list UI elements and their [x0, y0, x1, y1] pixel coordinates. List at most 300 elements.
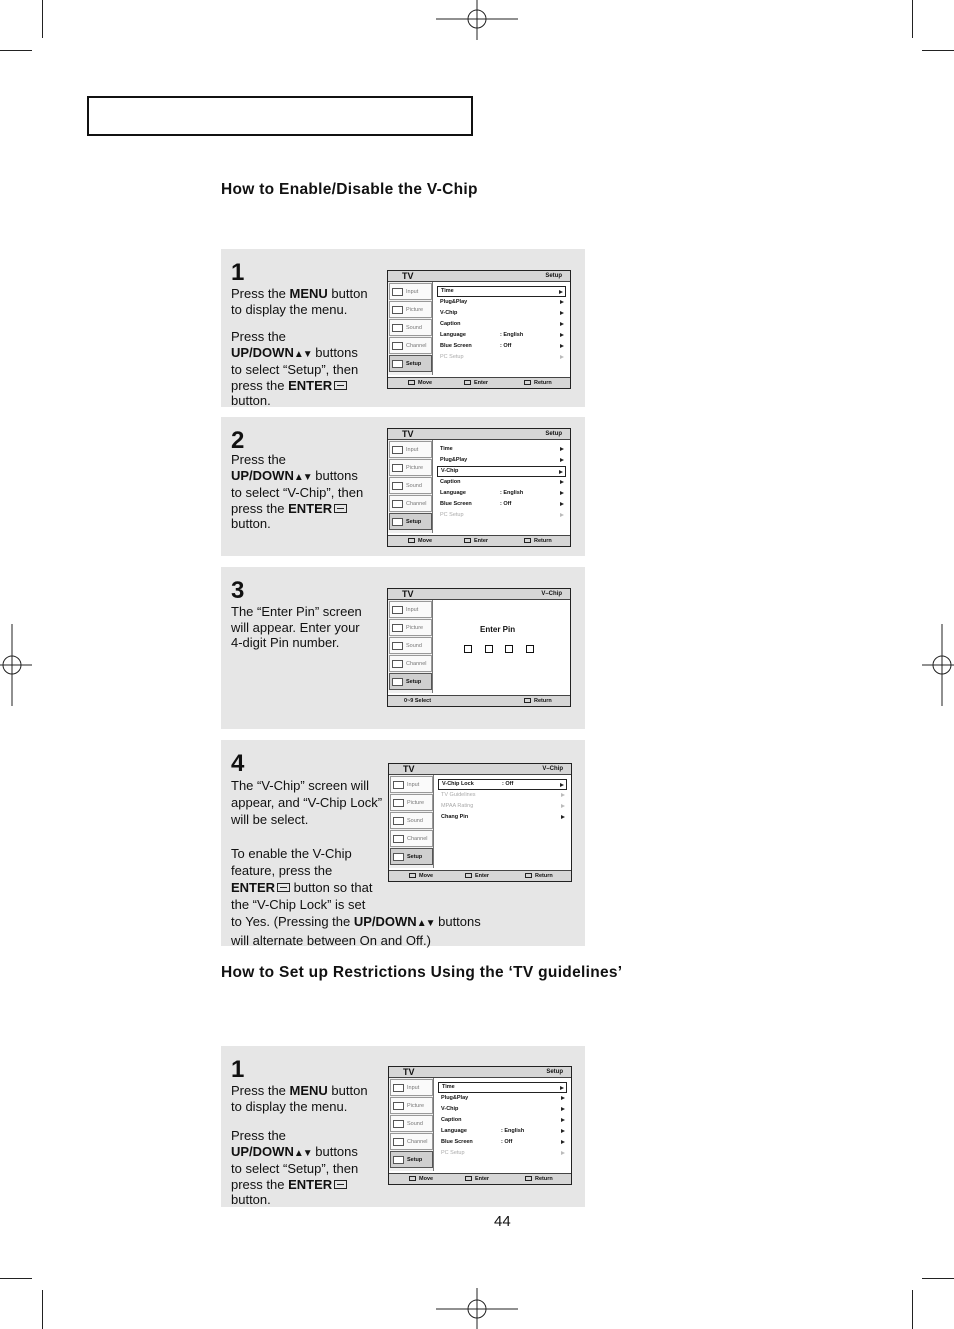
tv-menu-sidebar [389, 775, 434, 868]
sidebar-item-picture [389, 619, 432, 636]
footer-enter [464, 378, 488, 388]
menu-item-label: Language [441, 1128, 467, 1134]
menu-item-label: Language [440, 490, 466, 496]
pin-digit-box [505, 645, 513, 653]
step-number: 1 [231, 1056, 245, 1083]
sidebar-item-channel [390, 1133, 433, 1150]
footer-return [524, 536, 552, 546]
menu-item-language [437, 330, 566, 341]
updown-key-label: UP/DOWN [231, 1143, 294, 1159]
enter-icon [277, 883, 290, 892]
text: Press the [231, 1083, 290, 1098]
return-icon [524, 698, 531, 703]
sidebar-item-label: Picture [407, 1103, 425, 1109]
arrow-right-icon [560, 513, 564, 517]
input-icon [393, 781, 404, 789]
menu-item-time [437, 286, 566, 297]
text: Press the [231, 452, 286, 467]
arrow-right-icon [560, 311, 564, 315]
sidebar-item-channel [389, 337, 432, 354]
sidebar-item-picture [390, 1097, 433, 1114]
step-3-panel [221, 567, 585, 729]
footer-label: Enter [474, 380, 489, 386]
sidebar-item-label: Setup [407, 854, 423, 860]
text: will appear. Enter your [231, 619, 360, 635]
menu-item-label: Language [440, 332, 466, 338]
crop-mark [922, 1278, 954, 1279]
registration-mark-bottom [436, 1288, 518, 1329]
arrow-right-icon [561, 1107, 565, 1111]
menu-item-time [438, 1082, 567, 1093]
menu-item-vchip-lock [438, 779, 567, 790]
sidebar-item-label: Setup [406, 361, 422, 367]
menu-section-title: Setup [546, 1069, 563, 1075]
antenna-icon [392, 342, 403, 350]
section-title-tv-guidelines: How to Set up Restrictions Using the ‘TV guidelines’ [221, 964, 623, 981]
speaker-icon [392, 324, 403, 332]
menu-item-pc-setup [437, 510, 566, 521]
menu-item-value: : Off [502, 781, 514, 787]
arrow-right-icon [561, 793, 565, 797]
sidebar-item-input [390, 1079, 433, 1096]
arrow-right-icon [560, 344, 564, 348]
footer-label: Move [419, 1176, 434, 1182]
sidebar-item-picture [389, 459, 432, 476]
vchip-menu-list [438, 779, 567, 823]
updown-key-label: UP/DOWN [353, 914, 417, 929]
footer-return [524, 378, 552, 388]
tv-label: TV [402, 271, 414, 281]
updown-key-label: UP/DOWN [231, 344, 294, 360]
sidebar-item-setup [389, 355, 432, 372]
tv-label: TV [402, 589, 414, 599]
sidebar-item-picture [390, 794, 433, 811]
enter-key-label: ENTER [288, 1176, 333, 1192]
step-1-panel-guidelines [221, 1046, 585, 1207]
footer-label: Enter [474, 538, 489, 544]
tv-menu-sidebar [389, 1078, 434, 1171]
sidebar-item-label: Sound [407, 1121, 423, 1127]
setup-menu-list [437, 444, 566, 521]
sidebar-item-sound [390, 812, 433, 829]
text: button. [231, 1192, 271, 1207]
footer-label: Return [534, 538, 552, 544]
tv-menu-footer [388, 377, 570, 388]
text: press the [231, 500, 289, 516]
menu-item-value: : Off [500, 501, 512, 507]
pin-digit-box [526, 645, 534, 653]
enter-key-label: ENTER [288, 500, 333, 516]
step-number: 1 [231, 259, 245, 286]
arrow-right-icon [561, 1151, 565, 1155]
menu-item-label: Caption [440, 479, 461, 485]
menu-section-title: V–Chip [542, 766, 563, 772]
step-instructions [231, 1083, 381, 1208]
sidebar-item-input [390, 776, 433, 793]
registration-mark-top [436, 0, 518, 40]
menu-item-caption [438, 1115, 567, 1126]
menu-item-caption [437, 477, 566, 488]
menu-item-label: V-Chip Lock [442, 781, 474, 787]
step-instructions [231, 452, 381, 532]
footer-label: Move [419, 873, 434, 879]
footer-label: Return [535, 1176, 553, 1182]
menu-item-plug-and-play [438, 1093, 567, 1104]
menu-item-label: PC Setup [440, 512, 464, 518]
arrow-right-icon [560, 1086, 564, 1090]
sidebar-item-setup [389, 673, 432, 690]
footer-label: Enter [475, 873, 490, 879]
setup-icon [393, 853, 404, 861]
return-icon [524, 380, 531, 385]
tv-menu-header [388, 429, 570, 440]
text: to select “Setup”, then [231, 362, 359, 377]
text: 4-digit Pin number. [231, 635, 340, 650]
menu-item-vchip [438, 1104, 567, 1115]
enter-key-label: ENTER [288, 377, 333, 393]
setup-icon [392, 678, 403, 686]
menu-item-label: Caption [441, 1117, 462, 1123]
enter-icon [464, 380, 471, 385]
arrow-right-icon [561, 1096, 565, 1100]
text: buttons [311, 467, 358, 483]
arrow-right-icon [561, 815, 565, 819]
sidebar-item-label: Setup [406, 679, 422, 685]
menu-item-blue-screen [437, 499, 566, 510]
menu-key-label: MENU [289, 1083, 328, 1098]
menu-item-caption [437, 319, 566, 330]
crop-mark [0, 1278, 32, 1279]
tv-menu-screen [387, 428, 571, 547]
return-icon [525, 1176, 532, 1181]
enter-icon [465, 1176, 472, 1181]
menu-item-plug-and-play [437, 297, 566, 308]
crop-mark [912, 0, 913, 38]
menu-item-value: : English [501, 1128, 525, 1134]
setup-icon [392, 360, 403, 368]
picture-icon [392, 624, 403, 632]
input-icon [392, 446, 403, 454]
picture-icon [392, 306, 403, 314]
footer-label: Return [535, 873, 553, 879]
arrow-right-icon [561, 1129, 565, 1133]
menu-item-language [437, 488, 566, 499]
speaker-icon [392, 642, 403, 650]
text: to display the menu. [231, 301, 348, 317]
tv-label: TV [403, 1067, 415, 1077]
sidebar-item-input [389, 601, 432, 618]
menu-item-value: : Off [500, 343, 512, 349]
menu-item-label: Time [441, 288, 454, 294]
step-1-panel [221, 249, 585, 407]
updown-key-label: UP/DOWN [231, 467, 294, 483]
text: appear, and “V-Chip Lock” [231, 795, 383, 810]
updown-arrows-icon: ▲▼ [293, 1147, 312, 1159]
speaker-icon [393, 1120, 404, 1128]
tv-menu-footer [388, 535, 570, 546]
tv-menu-header [388, 271, 570, 282]
text: button [327, 1083, 368, 1098]
footer-move [409, 1174, 433, 1184]
sidebar-item-channel [389, 495, 432, 512]
footer-return [525, 1174, 553, 1184]
tv-vchip-screen [388, 763, 572, 882]
arrow-right-icon [560, 447, 564, 451]
text: to display the menu. [231, 1098, 348, 1114]
sidebar-item-sound [390, 1115, 433, 1132]
updown-arrows-icon: ▲▼ [416, 918, 435, 929]
footer-move [408, 378, 432, 388]
arrow-right-icon [560, 333, 564, 337]
menu-item-label: Plug&Play [440, 299, 468, 305]
step-number: 3 [231, 577, 245, 604]
menu-item-value: : English [500, 490, 524, 496]
sidebar-item-picture [389, 301, 432, 318]
tv-menu-sidebar [388, 440, 433, 533]
sidebar-item-label: Input [406, 447, 419, 453]
text: press the [231, 377, 289, 393]
menu-item-time [437, 444, 566, 455]
text: will alternate between On and Off.) [231, 933, 431, 948]
text: button. [231, 516, 271, 531]
menu-key-label: MENU [289, 286, 328, 301]
sidebar-item-label: Picture [406, 307, 424, 313]
text: button so that [290, 880, 373, 895]
menu-item-label: Time [440, 446, 453, 452]
setup-menu-list [438, 1082, 567, 1159]
speaker-icon [392, 482, 403, 490]
footer-enter [464, 536, 488, 546]
sidebar-item-label: Input [406, 289, 419, 295]
tv-menu-header [388, 589, 570, 600]
sidebar-item-label: Input [407, 782, 420, 788]
arrow-right-icon [560, 480, 564, 484]
header-title-box [87, 96, 473, 136]
enter-icon [334, 1180, 347, 1189]
sidebar-item-label: Setup [407, 1157, 423, 1163]
sidebar-item-label: Channel [406, 343, 427, 349]
sidebar-item-label: Picture [406, 465, 424, 471]
antenna-icon [393, 1138, 404, 1146]
tv-label: TV [402, 429, 414, 439]
arrow-right-icon [561, 804, 565, 808]
sidebar-item-input [389, 441, 432, 458]
arrow-right-icon [560, 300, 564, 304]
tv-menu-header [389, 764, 571, 775]
return-icon [525, 873, 532, 878]
move-icon [409, 1176, 416, 1181]
sidebar-item-channel [389, 655, 432, 672]
text: to select “V-Chip”, then [231, 485, 364, 500]
menu-item-label: Plug&Play [441, 1095, 469, 1101]
crop-mark [912, 1290, 913, 1329]
text: will be select. [231, 812, 309, 827]
sidebar-item-label: Channel [407, 836, 428, 842]
step-2-panel [221, 417, 585, 556]
sidebar-item-label: Sound [407, 818, 423, 824]
sidebar-item-label: Setup [406, 519, 422, 525]
tv-label: TV [403, 764, 415, 774]
input-icon [393, 1084, 404, 1092]
sidebar-item-label: Input [406, 607, 419, 613]
sidebar-item-label: Picture [406, 625, 424, 631]
step-instructions [231, 286, 381, 409]
enter-key-label: ENTER [231, 880, 276, 895]
tv-menu-footer [389, 870, 571, 881]
arrow-right-icon [560, 783, 564, 787]
footer-move [408, 536, 432, 546]
sidebar-item-setup [389, 513, 432, 530]
menu-item-pc-setup [437, 352, 566, 363]
text: to Yes. (Pressing the [231, 914, 354, 929]
sidebar-item-label: Channel [406, 661, 427, 667]
arrow-right-icon [559, 470, 563, 474]
footer-move [409, 871, 433, 881]
footer-label: Move [418, 380, 433, 386]
menu-item-mpaa-rating [438, 801, 567, 812]
sidebar-item-label: Channel [407, 1139, 428, 1145]
text: Press the [231, 286, 290, 301]
tv-pin-screen [387, 588, 571, 707]
footer-return [524, 696, 552, 706]
antenna-icon [392, 660, 403, 668]
sidebar-item-sound [389, 319, 432, 336]
tv-menu-header [389, 1067, 571, 1078]
menu-item-blue-screen [438, 1137, 567, 1148]
menu-item-label: V-Chip [441, 1106, 459, 1112]
text: feature, press the [231, 863, 333, 878]
pin-title: Enter Pin [480, 625, 516, 634]
footer-select: 0~9 Select [404, 698, 432, 704]
sidebar-item-sound [389, 477, 432, 494]
menu-item-value: : English [500, 332, 524, 338]
arrow-right-icon [559, 290, 563, 294]
sidebar-item-label: Sound [406, 483, 422, 489]
sidebar-item-label: Channel [406, 501, 427, 507]
step-number: 2 [231, 427, 245, 454]
input-icon [392, 606, 403, 614]
tv-menu-screen [388, 1066, 572, 1185]
arrow-right-icon [561, 1140, 565, 1144]
menu-section-title: Setup [545, 431, 562, 437]
text: buttons [311, 1143, 358, 1159]
footer-enter [465, 1174, 489, 1184]
text: to select “Setup”, then [231, 1161, 359, 1176]
sidebar-item-label: Input [407, 1085, 420, 1091]
pin-digit-box [485, 645, 493, 653]
menu-item-label: Blue Screen [440, 501, 472, 507]
antenna-icon [393, 835, 404, 843]
arrow-right-icon [560, 355, 564, 359]
footer-label: Return [534, 698, 552, 704]
arrow-right-icon [560, 502, 564, 506]
step-instructions [231, 604, 381, 651]
menu-item-vchip [437, 466, 566, 477]
tv-menu-footer [388, 695, 570, 706]
updown-arrows-icon: ▲▼ [293, 348, 312, 360]
text: To enable the V-Chip [231, 846, 352, 861]
text: Press the [231, 1128, 286, 1143]
text: buttons [434, 914, 481, 929]
footer-enter [465, 871, 489, 881]
text: buttons [311, 344, 358, 360]
menu-item-change-pin [438, 812, 567, 823]
menu-item-label: MPAA Rating [441, 803, 474, 809]
enter-icon [464, 538, 471, 543]
text: button [327, 286, 368, 301]
menu-item-label: Blue Screen [440, 343, 472, 349]
menu-item-label: PC Setup [441, 1150, 465, 1156]
tv-menu-footer [389, 1173, 571, 1184]
menu-item-value: : Off [501, 1139, 513, 1145]
text: The “V-Chip” screen will [231, 778, 369, 793]
step-number: 4 [231, 750, 245, 777]
tv-menu-screen [387, 270, 571, 389]
antenna-icon [392, 500, 403, 508]
registration-mark-right [922, 624, 954, 706]
section-title-enable-vchip: How to Enable/Disable the V-Chip [221, 181, 478, 198]
move-icon [408, 538, 415, 543]
footer-return [525, 871, 553, 881]
text: press the [231, 1176, 289, 1192]
input-icon [392, 288, 403, 296]
sidebar-item-label: Picture [407, 800, 425, 806]
move-icon [409, 873, 416, 878]
setup-icon [392, 518, 403, 526]
page-number: 44 [494, 1213, 511, 1230]
text: the “V-Chip Lock” is set [231, 897, 366, 912]
registration-mark-left [0, 624, 32, 706]
tv-menu-sidebar [388, 600, 433, 693]
setup-menu-list [437, 286, 566, 363]
footer-label: Move [418, 538, 433, 544]
arrow-right-icon [560, 322, 564, 326]
tv-menu-sidebar [388, 282, 433, 375]
crop-mark [42, 1290, 43, 1329]
sidebar-item-sound [389, 637, 432, 654]
menu-item-label: Caption [440, 321, 461, 327]
picture-icon [392, 464, 403, 472]
menu-item-pc-setup [438, 1148, 567, 1159]
enter-icon [334, 504, 347, 513]
sidebar-item-channel [390, 830, 433, 847]
pin-digit-box [464, 645, 472, 653]
crop-mark [42, 0, 43, 38]
sidebar-item-setup [390, 1151, 433, 1168]
menu-section-title: V–Chip [541, 591, 562, 597]
menu-item-label: TV Guidelines [441, 792, 476, 798]
menu-item-label: Blue Screen [441, 1139, 473, 1145]
menu-item-blue-screen [437, 341, 566, 352]
menu-item-plug-and-play [437, 455, 566, 466]
sidebar-item-label: Sound [406, 643, 422, 649]
sidebar-item-input [389, 283, 432, 300]
menu-item-label: V-Chip [441, 468, 459, 474]
menu-item-label: PC Setup [440, 354, 464, 360]
sidebar-item-label: Sound [406, 325, 422, 331]
sidebar-item-setup [390, 848, 433, 865]
enter-icon [334, 381, 347, 390]
enter-icon [465, 873, 472, 878]
picture-icon [393, 1102, 404, 1110]
crop-mark [0, 50, 32, 51]
arrow-right-icon [560, 458, 564, 462]
return-icon [524, 538, 531, 543]
footer-label: Enter [475, 1176, 490, 1182]
updown-arrows-icon: ▲▼ [293, 471, 312, 483]
picture-icon [393, 799, 404, 807]
menu-item-vchip [437, 308, 566, 319]
